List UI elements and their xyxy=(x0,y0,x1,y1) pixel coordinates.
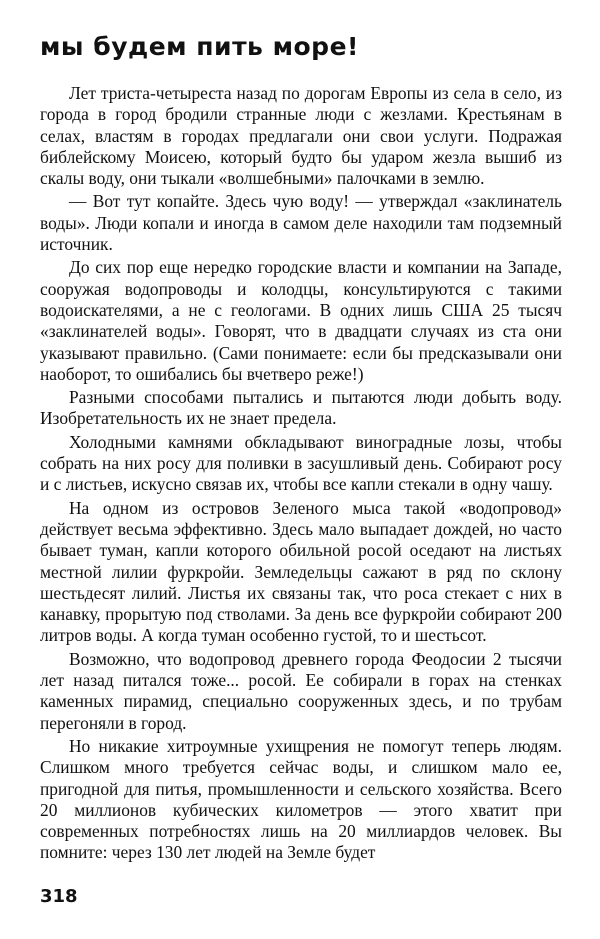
paragraph: На одном из островов Зеленого мыса такой «водопровод» действует весьма эффективно. Здесь мало выпадает дождей, но часто бывает туман, капли которого обильной росой оседают на листьях местной лилии фуркройи. Земледельцы сажают в ряд по склону шестьдесят лилий. Листья их связаны так, что роса стекает с них в канавку, прорытую под стволами. За день все фуркройи собирают 200 литров воды. А когда туман особенно густой, то и шестьсот. xyxy=(40,497,562,646)
paragraph: Лет триста-четыреста назад по дорогам Европы из села в село, из города в город бродили странные люди с жезлами. Крестьянам в селах, властям в городах предлагали они свои услуги. Подражая библейскому Моисею, который будто бы ударом жезла вышиб из скалы воду, они тыкали «волшебными» палочками в землю. xyxy=(40,83,562,189)
paragraph: Но никакие хитроумные ухищрения не помогут теперь людям. Слишком много требуется сейчас воды, и слишком мало ее, пригодной для питья, промышленности и сельского хозяйства. Всего 20 миллионов кубических километров — этого хватит при современных потребностях лишь на 20 миллиардов человек. Вы помните: через 130 лет людей на Земле будет xyxy=(40,735,562,863)
page-number: 318 xyxy=(40,886,78,907)
paragraph: Холодными камнями обкладывают виноградные лозы, чтобы собрать на них росу для поливки в засушливый день. Собирают росу и с листьев, искусно связав их, чтобы все капли стекали в одну чашу. xyxy=(40,431,562,495)
paragraph: Разными способами пытались и пытаются люди добыть воду. Изобретательность их не знает предела. xyxy=(40,387,562,429)
body-text xyxy=(40,83,562,864)
paragraph: До сих пор еще нередко городские власти и компании на Западе, сооружая водопроводы и колодцы, консультируются с такими водоискателями, а не с геологами. В одних лишь США 25 тысяч «заклинателей воды». Говорят, что в двадцати случаях из ста они указывают правильно. (Сами понимаете: если бы предсказывали они наоборот, то ошибались бы вчетверо реже!) xyxy=(40,257,562,384)
paragraph: — Вот тут копайте. Здесь чую воду! — утверждал «заклинатель воды». Люди копали и иногда в самом деле находили там подземный источник. xyxy=(40,191,562,255)
chapter-title: мы будем пить море! xyxy=(40,32,359,61)
paragraph: Возможно, что водопровод древнего города Феодосии 2 тысячи лет назад питался тоже... росой. Ее собирали в горах на стенках каменных пирамид, специально сооруженных здесь, и по трубам перегоняли в город. xyxy=(40,648,562,733)
